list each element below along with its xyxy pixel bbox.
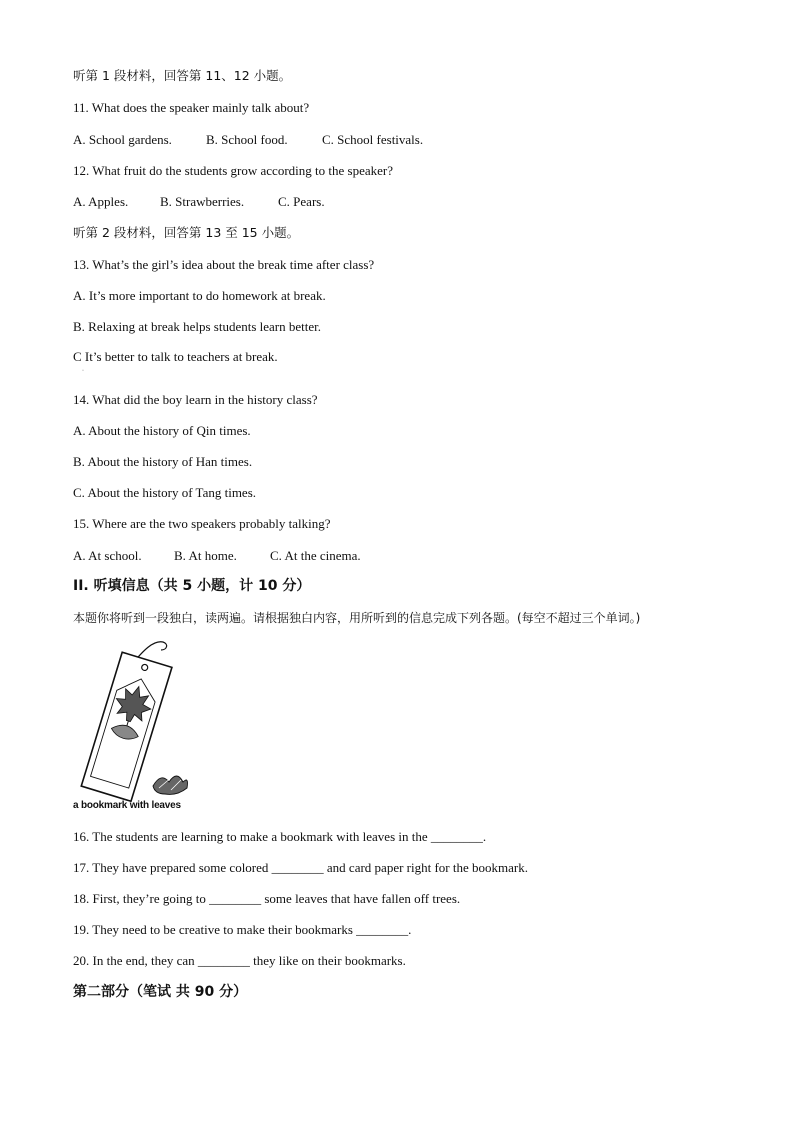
question-11-options xyxy=(73,132,423,148)
question-19: 19. They need to be creative to make their bookmarks ________. xyxy=(73,922,412,937)
figure-caption: a bookmark with leaves xyxy=(73,800,181,811)
option-a: A. Apples. xyxy=(73,194,129,209)
question-16: 16. The students are learning to make a bookmark with leaves in the ________. xyxy=(73,829,487,844)
question-14-stem: 14. What did the boy learn in the history class? xyxy=(73,392,318,407)
option-b: B. At home. xyxy=(174,548,237,563)
option-c: C. Pears. xyxy=(278,194,325,209)
section-2-heading: II. 听填信息（共 5 小题，计 10 分） xyxy=(73,578,311,594)
question-17: 17. They have prepared some colored ________ and card paper right for the bookmark. xyxy=(73,860,528,875)
question-13-option-a: A. It’s more important to do homework at break. xyxy=(73,288,326,303)
question-18: 18. First, they’re going to ________ some leaves that have fallen off trees. xyxy=(73,891,461,906)
option-c: C. School festivals. xyxy=(322,132,424,147)
part-2-heading: 第二部分（笔试 共 90 分） xyxy=(73,984,248,1000)
question-14-option-c: C. About the history of Tang times. xyxy=(73,485,257,500)
question-15-stem: 15. Where are the two speakers probably talking? xyxy=(73,516,331,531)
question-11-stem: 11. What does the speaker mainly talk about? xyxy=(73,100,310,115)
option-a: A. At school. xyxy=(73,548,142,563)
option-c: C. At the cinema. xyxy=(270,548,361,563)
section-intro-1: 听第 1 段材料，回答第 11、12 小题。 xyxy=(73,68,292,83)
question-14-option-a: A. About the history of Qin times. xyxy=(73,423,251,438)
question-12-options xyxy=(73,194,325,210)
section-2-instruction: 本题你将听到一段独白，读两遍。请根据独白内容，用所听到的信息完成下列各题。(每空不超过三个单词。) xyxy=(73,611,641,625)
option-a: A. School gardens. xyxy=(73,132,172,147)
question-12-stem: 12. What fruit do the students grow according to the speaker? xyxy=(73,163,393,178)
stray-mark: · xyxy=(82,368,84,374)
question-20: 20. In the end, they can ________ they like on their bookmarks. xyxy=(73,953,406,968)
bookmark-illustration xyxy=(73,636,203,816)
option-b: B. School food. xyxy=(206,132,288,147)
question-14-option-b: B. About the history of Han times. xyxy=(73,454,253,469)
section-intro-2: 听第 2 段材料，回答第 13 至 15 小题。 xyxy=(73,225,300,240)
question-15-options xyxy=(73,548,361,564)
option-b: B. Strawberries. xyxy=(160,194,245,209)
question-13-option-c: C It’s better to talk to teachers at break. xyxy=(73,349,278,364)
question-13-option-b: B. Relaxing at break helps students learn better. xyxy=(73,319,322,334)
question-13-stem: 13. What’s the girl’s idea about the break time after class? xyxy=(73,257,375,272)
